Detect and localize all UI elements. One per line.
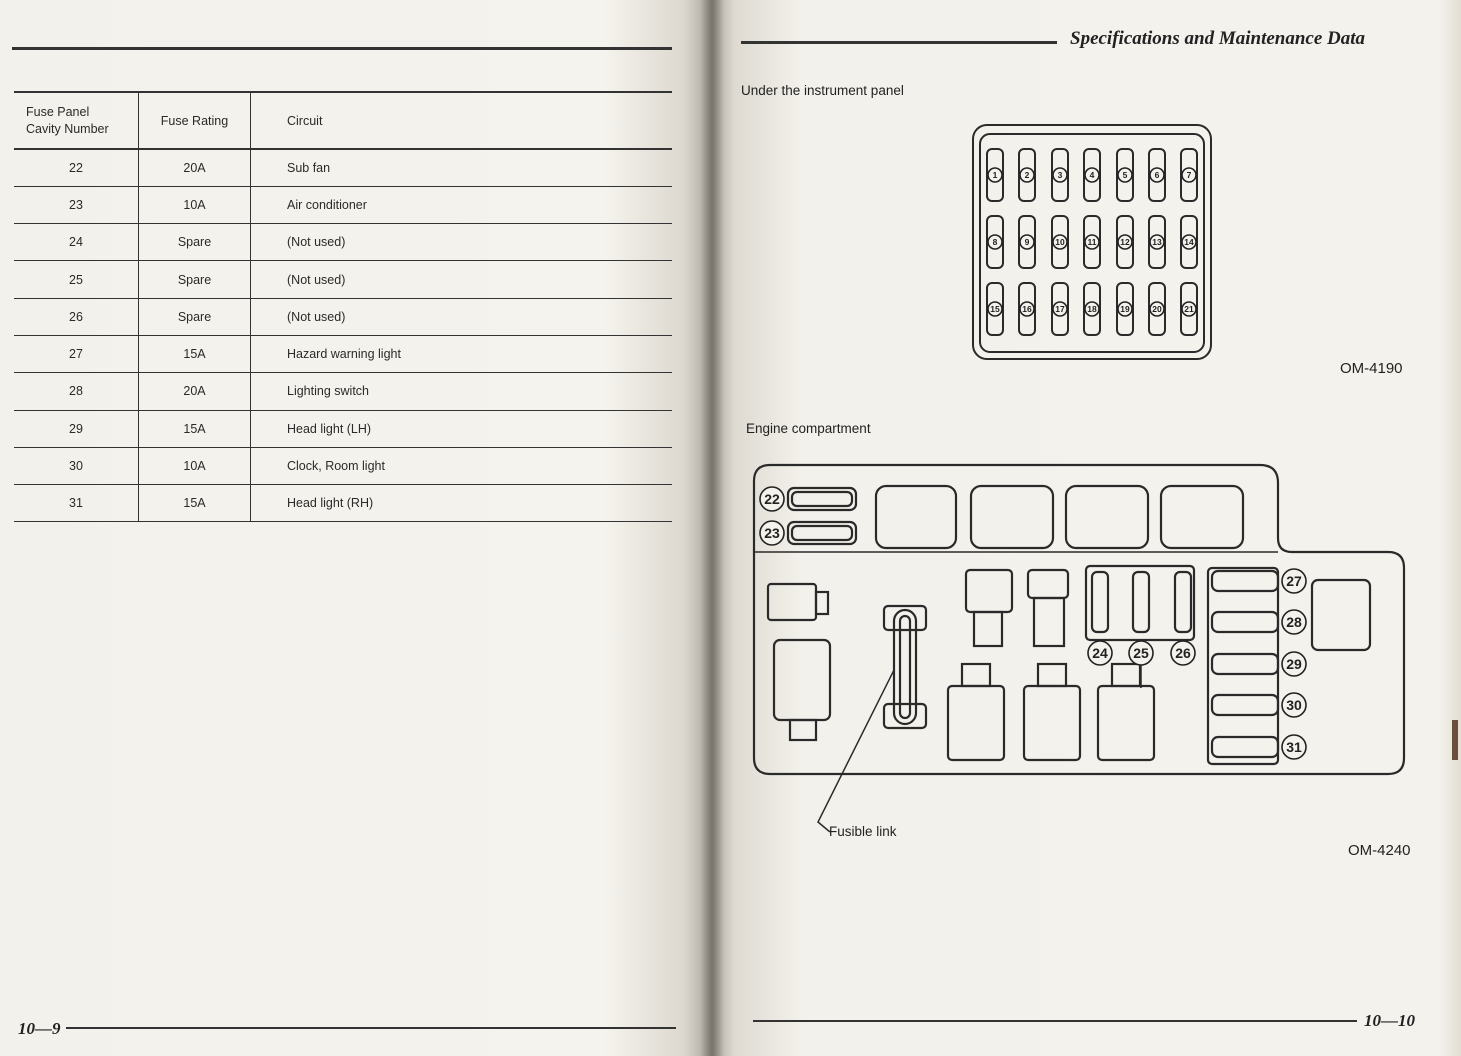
- relay-box: [971, 486, 1053, 548]
- fuse-slot-inner: [792, 526, 852, 540]
- spare-fuse-frame: [1086, 566, 1194, 640]
- instrument-panel-label: Under the instrument panel: [741, 83, 904, 98]
- relay-box: [1028, 570, 1068, 598]
- relay-base: [1038, 664, 1066, 686]
- cell-rating: Spare: [139, 224, 251, 261]
- cell-circuit: Lighting switch: [251, 373, 673, 410]
- relay-base: [962, 664, 990, 686]
- fuse-number: 11: [1087, 237, 1097, 248]
- fuse-number: 16: [1022, 304, 1032, 315]
- fuse-number: 8: [992, 237, 998, 248]
- fuse-number: 12: [1120, 237, 1130, 248]
- cell-cavity: 25: [14, 261, 139, 298]
- cell-cavity: 24: [14, 224, 139, 261]
- fuse-number: 5: [1122, 170, 1128, 181]
- relay-box: [1098, 686, 1154, 760]
- fuse-number: 31: [1286, 739, 1302, 756]
- component-block: [774, 640, 830, 720]
- component-tab: [790, 720, 816, 740]
- engine-compartment-code: OM-4240: [1348, 842, 1411, 859]
- relay-box: [1024, 686, 1080, 760]
- table-row: [14, 373, 672, 410]
- cell-circuit: (Not used): [251, 224, 673, 261]
- cell-rating: 15A: [139, 485, 251, 522]
- cell-rating: Spare: [139, 298, 251, 335]
- page-edge-tab: [1452, 720, 1458, 760]
- fuse-slot: [1092, 572, 1108, 632]
- book-gutter: [700, 0, 724, 1056]
- table-row: [14, 149, 672, 186]
- fuse-slot: [1175, 572, 1191, 632]
- cell-circuit: Sub fan: [251, 149, 673, 186]
- fuse-number: 1: [992, 170, 998, 181]
- fuse-number: 28: [1286, 614, 1302, 631]
- cell-rating: 20A: [139, 149, 251, 186]
- table-row: [14, 261, 672, 298]
- fuse-number: 4: [1089, 170, 1095, 181]
- fuse-number: 27: [1286, 573, 1302, 590]
- fuse-number: 9: [1024, 237, 1030, 248]
- cell-cavity: 29: [14, 410, 139, 447]
- relay-base: [1112, 664, 1140, 686]
- cell-cavity: 22: [14, 149, 139, 186]
- cell-rating: 15A: [139, 335, 251, 372]
- fuse-number: 20: [1152, 304, 1162, 315]
- relay-box: [1161, 486, 1243, 548]
- relay-box: [876, 486, 956, 548]
- fusible-link-body: [894, 610, 916, 724]
- fuse-number: 7: [1186, 170, 1192, 181]
- fuse-number: 22: [764, 491, 780, 508]
- cell-circuit: (Not used): [251, 261, 673, 298]
- fuse-number: 26: [1175, 645, 1191, 662]
- cell-cavity: 28: [14, 373, 139, 410]
- fusible-link-core: [900, 616, 910, 718]
- fuse-number: 30: [1286, 697, 1302, 714]
- fuse-number: 13: [1152, 237, 1162, 248]
- table-body: [14, 149, 672, 522]
- page-number-left: 10—9: [18, 1019, 61, 1038]
- cell-cavity: 23: [14, 186, 139, 223]
- table-header-row: [14, 92, 672, 149]
- cell-rating: 10A: [139, 186, 251, 223]
- fuse-number: 2: [1024, 170, 1030, 181]
- fuse-slot: [1212, 571, 1278, 591]
- header-title: Specifications and Maintenance Data: [1070, 28, 1366, 49]
- cell-circuit: (Not used): [251, 298, 673, 335]
- fuse-number: 10: [1055, 237, 1065, 248]
- fuse-number: 15: [990, 304, 1000, 315]
- fuse-table: [14, 91, 672, 522]
- table-row: [14, 186, 672, 223]
- fuse-slot: [1212, 654, 1278, 674]
- fuse-slot: [1133, 572, 1149, 632]
- instrument-panel-diagram: [970, 122, 1215, 362]
- fuse-slot: [1212, 695, 1278, 715]
- header-rule-right: [741, 41, 1057, 44]
- header-rating: Fuse Rating: [139, 92, 251, 149]
- fuse-number: 29: [1286, 656, 1302, 673]
- header-circuit: Circuit: [251, 92, 673, 149]
- component-block: [1312, 580, 1370, 650]
- relay-box: [1066, 486, 1148, 548]
- fuse-number: 24: [1092, 645, 1108, 662]
- cell-circuit: Head light (LH): [251, 410, 673, 447]
- relay-box: [948, 686, 1004, 760]
- engine-compartment-label: Engine compartment: [746, 421, 871, 436]
- cell-circuit: Hazard warning light: [251, 335, 673, 372]
- relay-base: [1034, 598, 1064, 646]
- header-cavity: Fuse Panel Cavity Number: [14, 92, 139, 149]
- table-row: [14, 485, 672, 522]
- cell-rating: Spare: [139, 261, 251, 298]
- fuse-slot: [1212, 612, 1278, 632]
- page-number-right: 10—10: [1364, 1011, 1415, 1030]
- cell-cavity: 27: [14, 335, 139, 372]
- fuse-number: 14: [1184, 237, 1194, 248]
- table-row: [14, 447, 672, 484]
- table-row: [14, 224, 672, 261]
- fuse-slot: [1212, 737, 1278, 757]
- component-tab: [816, 592, 828, 614]
- table-row: [14, 298, 672, 335]
- fuse-number: 17: [1055, 304, 1065, 315]
- engine-compartment-diagram: [748, 460, 1408, 860]
- component-block: [768, 584, 816, 620]
- cell-circuit: Air conditioner: [251, 186, 673, 223]
- fuse-number: 23: [764, 525, 780, 542]
- cell-cavity: 30: [14, 447, 139, 484]
- fuse-number: 19: [1120, 304, 1130, 315]
- footer-rule-right: [753, 1020, 1357, 1022]
- cell-cavity: 26: [14, 298, 139, 335]
- fuse-number: 21: [1184, 304, 1194, 315]
- relay-box: [966, 570, 1012, 612]
- relay-base: [974, 612, 1002, 646]
- fuse-slot-inner: [792, 492, 852, 506]
- cell-rating: 10A: [139, 447, 251, 484]
- footer-rule-left: [66, 1027, 676, 1029]
- table-row: [14, 410, 672, 447]
- fuse-number: 18: [1087, 304, 1097, 315]
- fusible-link-label: Fusible link: [829, 824, 897, 839]
- fuse-number: 3: [1057, 170, 1063, 181]
- cell-rating: 20A: [139, 373, 251, 410]
- cell-rating: 15A: [139, 410, 251, 447]
- fuse-number: 25: [1133, 645, 1149, 662]
- cell-circuit: Clock, Room light: [251, 447, 673, 484]
- instrument-panel-code: OM-4190: [1340, 360, 1403, 377]
- fuse-number: 6: [1154, 170, 1160, 181]
- table-row: [14, 335, 672, 372]
- right-fuse-frame: [1208, 568, 1278, 764]
- header-rule-left: [12, 47, 672, 50]
- cell-circuit: Head light (RH): [251, 485, 673, 522]
- cell-cavity: 31: [14, 485, 139, 522]
